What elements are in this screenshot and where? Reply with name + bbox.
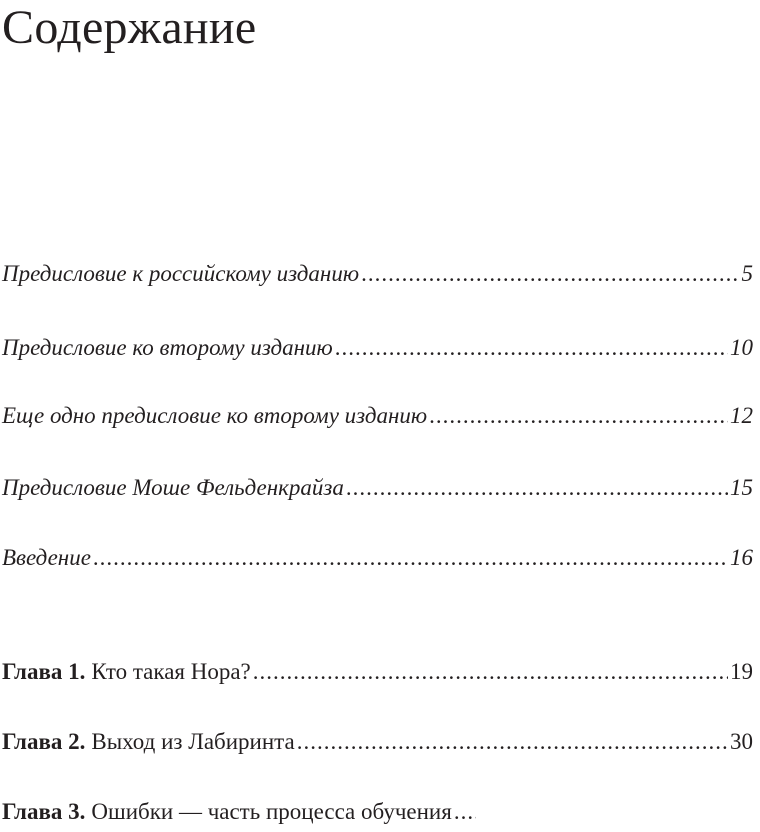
toc-entry[interactable]: [2, 800, 753, 823]
toc-chapter-label: Глава 2.: [2, 729, 86, 754]
toc-page-number: 15: [730, 475, 753, 500]
toc-dot-leader: [93, 546, 728, 569]
toc-page-number: 10: [730, 335, 753, 360]
page-title: Содержание: [2, 1, 257, 54]
toc-dot-leader: [346, 476, 728, 499]
toc-page-number: 19: [730, 659, 753, 684]
toc-entry-text: Ошибки — часть процесса обучения: [91, 799, 452, 824]
toc-dot-leader: [429, 404, 728, 427]
toc-page-number: 16: [730, 545, 753, 570]
toc-page-number: 5: [741, 261, 753, 286]
toc-entry-text: Выход из Лабиринта: [91, 729, 295, 754]
toc-entry-text: Предисловие Моше Фельденкрайза: [2, 475, 344, 500]
toc-dot-leader: [335, 336, 728, 359]
toc-entry-text: Введение: [2, 545, 91, 570]
toc-dot-leader: [454, 800, 476, 823]
toc-entry[interactable]: [2, 546, 753, 569]
toc-entry-text: Предисловие к российскому изданию: [2, 261, 360, 286]
toc-dot-leader: [297, 730, 728, 753]
toc-entry[interactable]: [2, 404, 753, 427]
toc-entry-text: Предисловие ко второму изданию: [2, 335, 333, 360]
toc-page-number: 12: [730, 403, 753, 428]
toc-chapter-label: Глава 3.: [2, 799, 86, 824]
toc-entry[interactable]: [2, 476, 753, 499]
toc-entry[interactable]: [2, 262, 753, 285]
toc-page-number: 30: [730, 729, 753, 754]
toc-entry[interactable]: [2, 730, 753, 753]
toc-entry[interactable]: [2, 336, 753, 359]
toc-dot-leader: [361, 262, 739, 285]
toc-entry-text: Кто такая Нора?: [91, 659, 251, 684]
toc-chapter-label: Глава 1.: [2, 659, 86, 684]
toc-entry-text: Еще одно предисловие ко второму изданию: [2, 403, 428, 428]
toc-dot-leader: [253, 660, 728, 683]
toc-entry[interactable]: [2, 660, 753, 683]
